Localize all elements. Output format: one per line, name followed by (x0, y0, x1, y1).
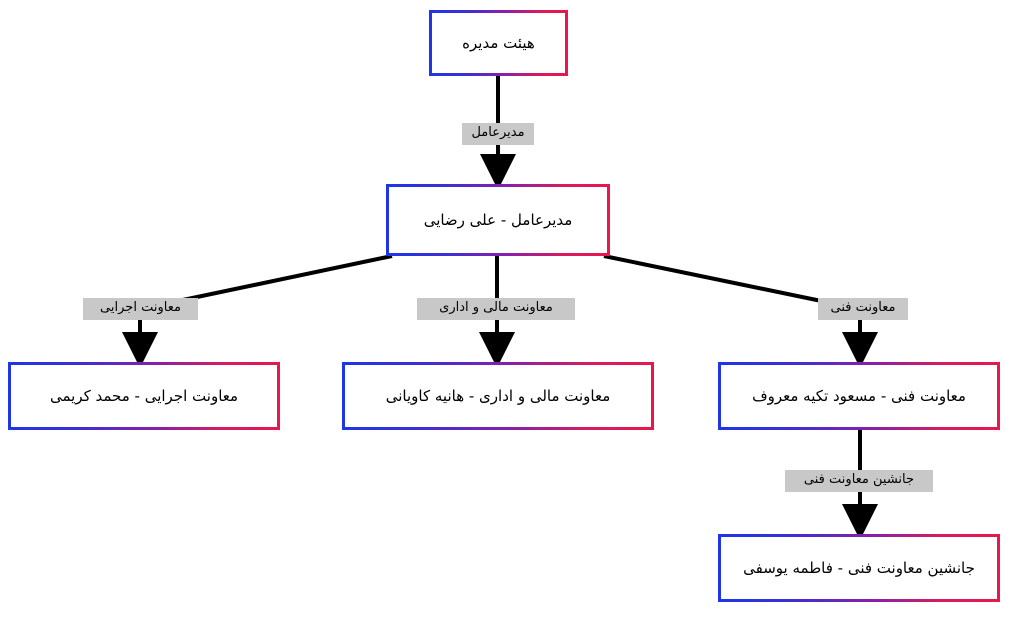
node-deputy-of-technical-deputy-label: جانشین معاونت فنی - فاطمه یوسفی (743, 558, 975, 577)
edge-label-technical-deputy (785, 470, 933, 492)
node-ceo-label: مدیرعامل - علی رضایی (423, 210, 573, 229)
edge-label-board-ceo-text: مدیرعامل (471, 125, 525, 140)
edge-label-ceo-exec-text: معاونت اجرایی (100, 300, 181, 315)
edge-label-technical-deputy-text: جانشین معاونت فنی (803, 472, 915, 487)
node-ceo[interactable] (386, 184, 610, 256)
edge-label-ceo-technical (818, 298, 908, 320)
node-board[interactable] (429, 10, 568, 76)
edge-label-ceo-technical-text: معاونت فنی (830, 300, 896, 315)
node-technical-deputy[interactable] (718, 362, 1000, 430)
node-finance-admin-deputy-label: معاونت مالی و اداری - هانیه کاویانی (385, 386, 611, 405)
node-finance-admin-deputy[interactable] (342, 362, 654, 430)
edge-label-ceo-finance (417, 298, 575, 320)
node-board-label: هیئت مدیره (462, 33, 535, 52)
edge-label-board-ceo (462, 123, 534, 145)
node-executive-deputy-label: معاونت اجرایی - محمد کریمی (49, 386, 239, 405)
edge-label-ceo-finance-text: معاونت مالی و اداری (439, 300, 553, 315)
node-technical-deputy-label: معاونت فنی - مسعود تکیه معروف (752, 386, 966, 405)
node-deputy-of-technical-deputy[interactable] (718, 534, 1000, 602)
edge-label-ceo-exec (83, 298, 198, 320)
node-executive-deputy[interactable] (8, 362, 280, 430)
